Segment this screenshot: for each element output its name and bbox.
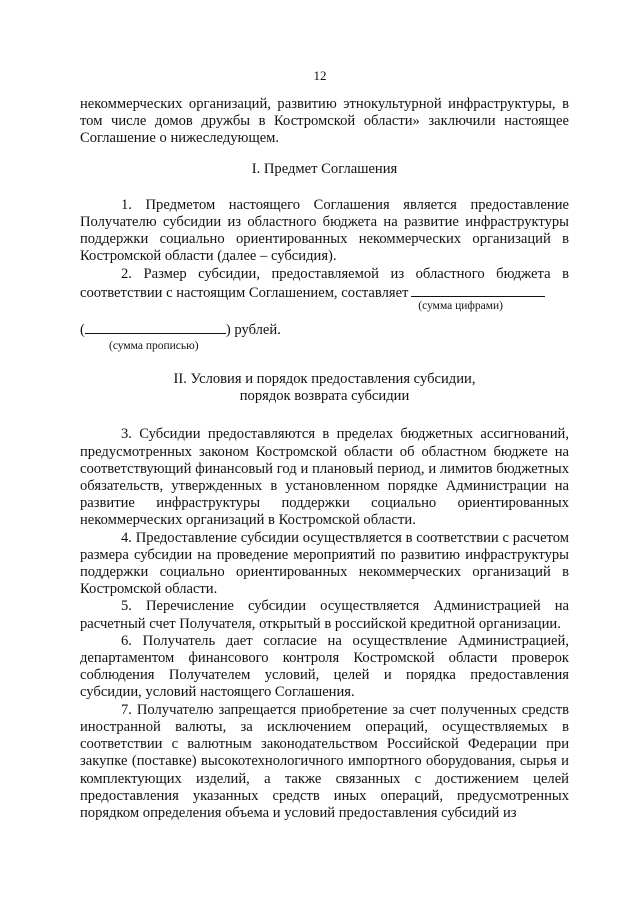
- paragraph-2: [80, 266, 569, 302]
- paragraph-4: 4. Предоставление субсидии осуществляется в соответствии с расчетом размера субсидии на проведение мероприятий по развитию инфраструктуры поддержки социально ориентированных некоммерческих организаций в Костромской области.: [80, 529, 569, 598]
- caption-digits: (сумма цифрами): [418, 300, 503, 313]
- section-1-title: I. Предмет Соглашения: [251, 160, 398, 177]
- intro-paragraph: некоммерческих организаций, развитию этнокультурной инфраструктуры, в том числе домов дружбы в Костромской области» заключили настоящее Соглашение о нижеследующем.: [80, 96, 569, 147]
- amount-words-blank: [85, 320, 226, 334]
- paragraph-2-text: 2. Размер субсидии, предоставляемой из областного бюджета в соответствии с настоящим Соглашением, составляет: [80, 265, 569, 301]
- paragraph-1: 1. Предметом настоящего Соглашения является предоставление Получателю субсидии из областного бюджета на развитие инфраструктуры поддержки социально ориентированных некоммерческих организаций в Костромской области (далее – субсидия).: [80, 196, 569, 265]
- amount-open-paren: (: [80, 322, 85, 339]
- paragraph-7: 7. Получателю запрещается приобретение за счет полученных средств иностранной валюты, за исключением операций, осуществляемых в соответствии с валютным законодательством Российской Федерации при закупке (поставке) высокотехнологичного импортного оборудования, сырья и комплектующих изделий, а также связанных с достижением целей предоставления указанных средств иных операций, предусмотренных порядком определения объема и условий предоставления субсидий из: [80, 701, 569, 821]
- amount-words-row: [80, 320, 569, 339]
- section-2-title: [80, 371, 569, 405]
- amount-digits-blank: [411, 283, 545, 297]
- document-body: [80, 96, 569, 822]
- amount-close: ) рублей.: [225, 322, 281, 339]
- section-2-title-line-2: порядок возврата субсидии: [239, 388, 410, 405]
- page-number: 12: [313, 68, 327, 83]
- caption-words: (сумма прописью): [109, 340, 199, 353]
- paragraph-6: 6. Получатель дает согласие на осуществление Администрацией, департаментом финансового контроля Костромской области проверок соблюдения Получателем условий, целей и порядка предоставления субсидии, условий настоящего Соглашения.: [80, 632, 569, 701]
- section-2-title-line-1: II. Условия и порядок предоставления субсидии,: [173, 371, 476, 388]
- paragraph-3: 3. Субсидии предоставляются в пределах бюджетных ассигнований, предусмотренных законом Костромской области об областном бюджете на соответствующий финансовый год и плановый период, и лимитов бюджетных обязательств, утвержденных в установленном порядке Администрации на развитие инфраструктуры поддержки социально ориентированных некоммерческих организаций в Костромской области.: [80, 426, 569, 529]
- paragraph-5: 5. Перечисление субсидии осуществляется Администрацией на расчетный счет Получателя, открытый в российской кредитной организации.: [80, 598, 569, 632]
